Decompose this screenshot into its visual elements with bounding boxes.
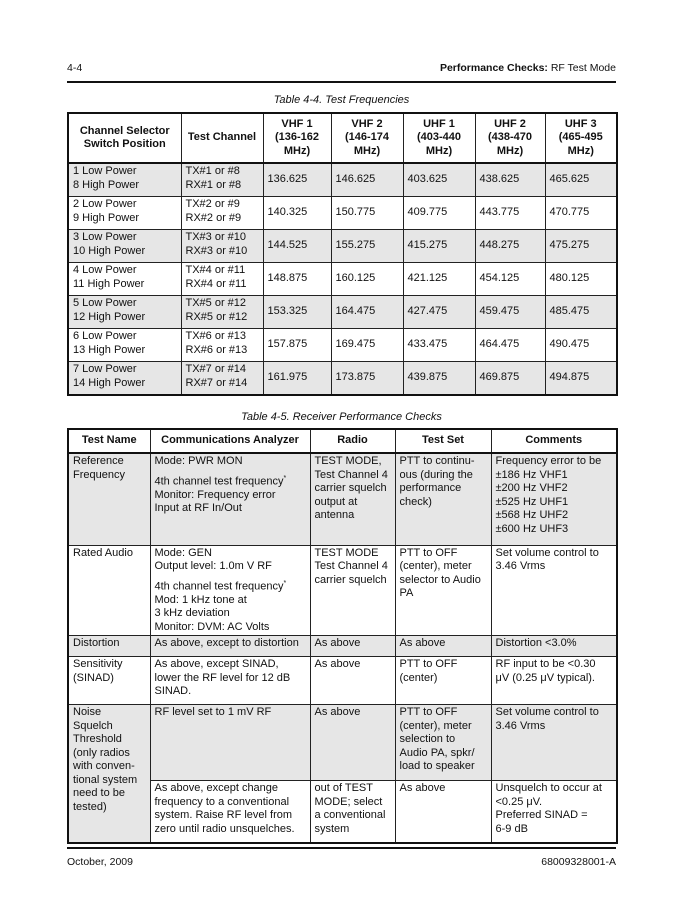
- frequency-cell: 465.625: [545, 163, 617, 197]
- frequency-cell: 469.875: [475, 362, 545, 396]
- analyzer-cell: As above, except change frequency to a conventional system. Raise RF level from zero until radio unsquelches.: [150, 781, 310, 843]
- column-header: UHF 1 (403-440 MHz): [403, 113, 475, 163]
- test-name: Reference Frequency: [68, 453, 150, 545]
- analyzer-cell: [150, 453, 310, 545]
- comments-cell: Set volume control to 3.46 Vrms: [491, 705, 617, 781]
- table-row: [68, 453, 617, 545]
- testset-cell: PTT to OFF (center), meter selection to Audio PA, spkr/ load to speaker: [395, 705, 491, 781]
- frequency-cell: 157.875: [263, 329, 331, 362]
- analyzer-monitor: Mod: 1 kHz tone at 3 kHz deviation Monitor: DVM: AC Volts: [154, 593, 270, 633]
- testset-cell: As above: [395, 781, 491, 843]
- table-row: [68, 362, 617, 396]
- table-row: [68, 230, 617, 263]
- frequency-cell: 415.275: [403, 230, 475, 263]
- frequency-cell: 150.775: [331, 197, 403, 230]
- analyzer-cell: As above, except to distortion: [150, 636, 310, 657]
- radio-cell: As above: [310, 636, 395, 657]
- test-name: Rated Audio: [68, 545, 150, 636]
- footnote-mark: *: [283, 579, 287, 587]
- column-header: Test Name: [68, 429, 150, 453]
- table-row: [68, 263, 617, 296]
- test-name: Noise Squelch Threshold (only radios with conven- tional system need to be tested): [68, 705, 150, 843]
- comments-cell: Distortion <3.0%: [491, 636, 617, 657]
- frequency-cell: 169.475: [331, 329, 403, 362]
- table-row: [68, 657, 617, 705]
- comments-cell: Unsquelch to occur at <0.25 μV. Preferred SINAD = 6-9 dB: [491, 781, 617, 843]
- radio-cell: As above: [310, 657, 395, 705]
- frequency-cell: 421.125: [403, 263, 475, 296]
- column-header: Test Set: [395, 429, 491, 453]
- switch-position-cell: 4 Low Power 11 High Power: [68, 263, 181, 296]
- test-name: Sensitivity (SINAD): [68, 657, 150, 705]
- table-row: [68, 296, 617, 329]
- frequency-cell: 448.275: [475, 230, 545, 263]
- testset-cell: PTT to OFF (center): [395, 657, 491, 705]
- frequency-cell: 173.875: [331, 362, 403, 396]
- switch-position-cell: 3 Low Power 10 High Power: [68, 230, 181, 263]
- table-row: [68, 705, 617, 781]
- comments-cell: Set volume control to 3.46 Vrms: [491, 545, 617, 636]
- frequency-cell: 140.325: [263, 197, 331, 230]
- frequency-cell: 161.975: [263, 362, 331, 396]
- test-channel-cell: TX#2 or #9 RX#2 or #9: [181, 197, 263, 230]
- frequency-cell: 155.275: [331, 230, 403, 263]
- frequency-cell: 480.125: [545, 263, 617, 296]
- footnote-mark: *: [283, 474, 287, 482]
- analyzer-cell: RF level set to 1 mV RF: [150, 705, 310, 781]
- switch-position-cell: 7 Low Power 14 High Power: [68, 362, 181, 396]
- table-row: [68, 197, 617, 230]
- frequency-cell: 470.775: [545, 197, 617, 230]
- comments-cell: Frequency error to be ±186 Hz VHF1 ±200 Hz VHF2 ±525 Hz UHF1 ±568 Hz UHF2 ±600 Hz UHF3: [491, 453, 617, 545]
- test-channel-cell: TX#1 or #8 RX#1 or #8: [181, 163, 263, 197]
- test-name: Distortion: [68, 636, 150, 657]
- column-header: VHF 1 (136-162 MHz): [263, 113, 331, 163]
- frequency-cell: 153.325: [263, 296, 331, 329]
- table-row: [68, 163, 617, 197]
- test-channel-cell: TX#3 or #10 RX#3 or #10: [181, 230, 263, 263]
- table-row: [68, 329, 617, 362]
- footer-doc-number: 68009328001-A: [541, 856, 616, 868]
- switch-position-cell: 2 Low Power 9 High Power: [68, 197, 181, 230]
- table-row: [68, 545, 617, 636]
- frequency-cell: 454.125: [475, 263, 545, 296]
- radio-cell: As above: [310, 705, 395, 781]
- footer-rule: [67, 847, 616, 849]
- test-channel-cell: TX#7 or #14 RX#7 or #14: [181, 362, 263, 396]
- test-frequencies-table: [67, 112, 618, 396]
- column-header: Communications Analyzer: [150, 429, 310, 453]
- table-header-row: [68, 113, 617, 163]
- test-channel-cell: TX#5 or #12 RX#5 or #12: [181, 296, 263, 329]
- analyzer-frequency: 4th channel test frequency: [154, 475, 284, 488]
- analyzer-cell: [150, 545, 310, 636]
- comments-cell: RF input to be <0.30 μV (0.25 μV typical).: [491, 657, 617, 705]
- frequency-cell: 485.475: [545, 296, 617, 329]
- analyzer-monitor: Monitor: Frequency error Input at RF In/Out: [154, 488, 276, 515]
- frequency-cell: 136.625: [263, 163, 331, 197]
- page-number: 4-4: [67, 62, 83, 74]
- radio-cell: TEST MODE Test Channel 4 carrier squelch: [310, 545, 395, 636]
- frequency-cell: 146.625: [331, 163, 403, 197]
- column-header: Radio: [310, 429, 395, 453]
- column-header: VHF 2 (146-174 MHz): [331, 113, 403, 163]
- frequency-cell: 148.875: [263, 263, 331, 296]
- frequency-cell: 409.775: [403, 197, 475, 230]
- footer-date: October, 2009: [67, 856, 133, 868]
- testset-cell: PTT to OFF (center), meter selector to Audio PA: [395, 545, 491, 636]
- switch-position-cell: 5 Low Power 12 High Power: [68, 296, 181, 329]
- running-header: [440, 62, 616, 74]
- analyzer-frequency: 4th channel test frequency: [154, 580, 284, 593]
- column-header: UHF 2 (438-470 MHz): [475, 113, 545, 163]
- radio-cell: TEST MODE, Test Channel 4 carrier squelch output at antenna: [310, 453, 395, 545]
- frequency-cell: 490.475: [545, 329, 617, 362]
- header-rule: [67, 81, 616, 83]
- receiver-checks-table: [67, 428, 618, 844]
- table-row: [68, 781, 617, 843]
- column-header: Test Channel: [181, 113, 263, 163]
- section-title: Performance Checks:: [439, 62, 548, 74]
- frequency-cell: 438.625: [475, 163, 545, 197]
- frequency-cell: 433.475: [403, 329, 475, 362]
- test-channel-cell: TX#4 or #11 RX#4 or #11: [181, 263, 263, 296]
- column-header: UHF 3 (465-495 MHz): [545, 113, 617, 163]
- frequency-cell: 164.475: [331, 296, 403, 329]
- frequency-cell: 475.275: [545, 230, 617, 263]
- table-row: [68, 636, 617, 657]
- frequency-cell: 144.525: [263, 230, 331, 263]
- frequency-cell: 443.775: [475, 197, 545, 230]
- analyzer-mode: Mode: GEN Output level: 1.0m V RF: [154, 546, 272, 572]
- table-header-row: [68, 429, 617, 453]
- section-subtitle: RF Test Mode: [547, 62, 616, 74]
- switch-position-cell: 1 Low Power 8 High Power: [68, 163, 181, 197]
- testset-cell: As above: [395, 636, 491, 657]
- frequency-cell: 494.875: [545, 362, 617, 396]
- switch-position-cell: 6 Low Power 13 High Power: [68, 329, 181, 362]
- frequency-cell: 403.625: [403, 163, 475, 197]
- column-header: Channel Selector Switch Position: [68, 113, 181, 163]
- frequency-cell: 427.475: [403, 296, 475, 329]
- frequency-cell: 459.475: [475, 296, 545, 329]
- radio-cell: out of TEST MODE; select a conventional system: [310, 781, 395, 843]
- analyzer-cell: As above, except SINAD, lower the RF level for 12 dB SINAD.: [150, 657, 310, 705]
- frequency-cell: 439.875: [403, 362, 475, 396]
- column-header: Comments: [491, 429, 617, 453]
- frequency-cell: 464.475: [475, 329, 545, 362]
- testset-cell: PTT to continu- ous (during the performance check): [395, 453, 491, 545]
- test-channel-cell: TX#6 or #13 RX#6 or #13: [181, 329, 263, 362]
- table2-caption: Table 4-5. Receiver Performance Checks: [241, 411, 442, 423]
- frequency-cell: 160.125: [331, 263, 403, 296]
- table1-caption: Table 4-4. Test Frequencies: [273, 94, 410, 106]
- analyzer-mode: Mode: PWR MON: [154, 455, 243, 467]
